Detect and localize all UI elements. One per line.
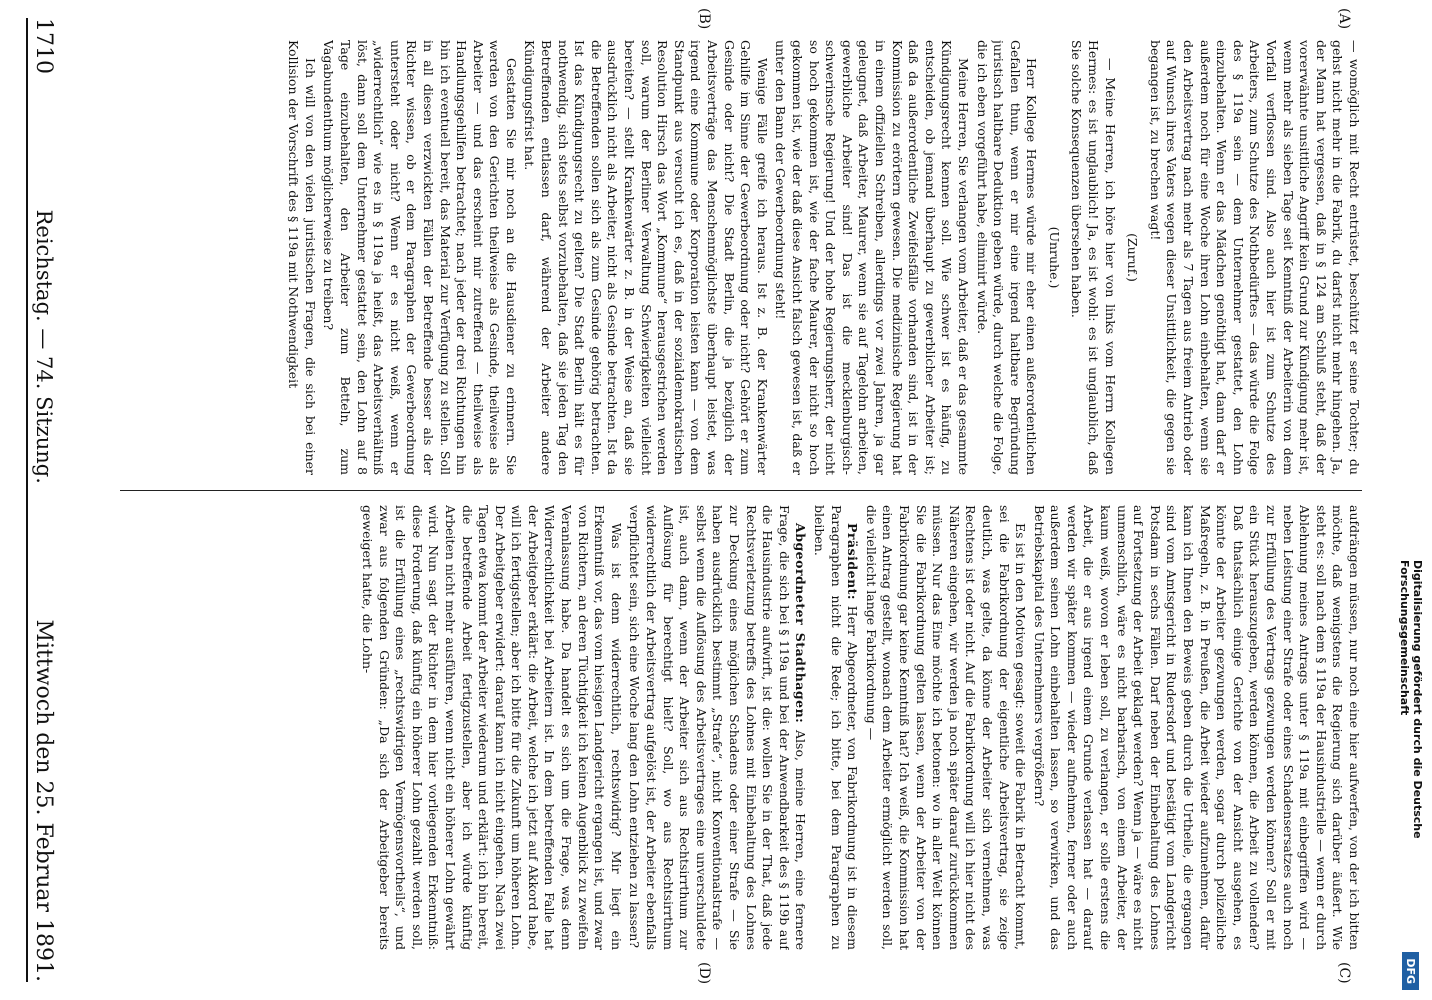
session-date: Mittwoch den 25. Februar 1891. xyxy=(31,619,57,982)
paragraph: — Meine Herren, ich höre hier von links vom Herrn Kollegen Hermes: es ist unglaublich! Ja, es ist wohl: es ist unglaublich, daß Sie solche Konsequenzen übersehen haben. xyxy=(1069,40,1118,475)
speech-stadthagen xyxy=(626,505,809,950)
margin-mark-c: (C) xyxy=(1336,962,1352,984)
speech-text: Also, meine Herren, eine fernere Frage, die sich bei § 119a und bei der Anwendbarkeit des § 119b auf die Hausindustrie aufwirft, ist die: wollen Sie in der That, daß jede Rechtsverletzung betreffs des Lohnes mit Einbehaltung des Lohnes zur Deckung eines möglichen Schadens oder einer Strafe — Sie haben ausdrücklich bestimmt „Strafe“, nicht Konventionalstrafe — selbst wenn die Auflösung des Arbeitsvertrages eine unverschuldete ist, auch dann, wenn der Arbeiter sich aus Rechtsirrthum zur Auflösung für berechtigt hielt? Soll, wo aus Rechtsirrthum widerrechtlich der Arbeitsvertrag aufgelöst ist, der Arbeiter ebenfalls verpflichtet sein, sich eine Woche lang den Lohn entziehen zu lassen? xyxy=(627,505,809,950)
margin-mark-b: (B) xyxy=(696,8,712,30)
left-column xyxy=(120,40,1362,475)
paragraph: Wenige Fälle greife ich heraus. Ist z. B. der Krankenwärter Gehilfe im Sinne der Gewerbeordnung oder nicht? Gehört er zum Gesinde oder nicht? Die Stadt Berlin, die ja bezüglich der Arbeitsverträge das Menschenmöglichste überhaupt leistet, was irgend eine Kommune oder Korporation leisten kann — von dem Standpunkt aus versucht ich es, daß in der sozialdemokratischen Resolution Hirsch das Wort „Kommune“ herausgestrichen werden soll, warum der Berliner Verwaltung Schwierigkeiten vielleicht bereiten? — stellt Krankenwärter z. B. in der Weise an, daß sie ausdrücklich nicht als Arbeiter, nicht als Gesinde betrachten. Ist da die Betreffenden sollen sich als zum Gesinde gehörig betrachten. Ist das Kündigungsrecht zu gelten? Die Stadt Berlin hält es für nothwendig, sich stets selbst vorzubehalten, daß sie jeden Tag den Betreffenden entlassen darf, während der Arbeiter andere Kündigungsfrist hat. xyxy=(522,40,770,475)
right-column xyxy=(120,505,1362,950)
paragraph: Gestatten Sie mir noch an die Hausdiener zu erinnern. Sie werden von den Gerichten theilweise als Gesinde, theilweise als Arbeiter — und das erscheint mir zutreffend — theilweise als Handlungsgehilfen betrachtet; nach jeder der drei Richtungen hin bin ich eventuell bereit, das Material zur Verfügung zu stellen. Soll in all diesen verzwickten Fällen der Betreffende besser als der Richter wissen, ob er dem Paragraphen der Gewerbeordnung untersteht oder nicht? Wenn er es nicht weiß, wenn er „widerrechtlich“ wie es in § 119a ja heißt, das Arbeitsverhältniß löst, dann soll dem Unternehmer gestattet sein, den Lohn auf 8 Tage einzubehalten, den Arbeiter zum Betteln, zum Vagabundenthum möglicherweise zu treiben? xyxy=(321,40,519,475)
column-divider xyxy=(120,490,1362,491)
header-rule xyxy=(26,18,28,982)
speaker-name: Präsident: xyxy=(845,523,861,601)
speech-text: Herr Abgeordneter, von Fabrikordnung ist in diesem Paragraphen nicht die Rede; ich bitte, bei dem Paragraphen zu bleiben. xyxy=(812,505,861,950)
margin-mark-d: (D) xyxy=(696,962,712,985)
interjection: (Unruhe.) xyxy=(1046,226,1062,289)
page-header xyxy=(24,18,64,982)
interjection: (Zuruf.) xyxy=(1125,233,1141,282)
paragraph: Es ist in den Motiven gesagt: soweit die Fabrik in Betracht kommt, sei die Fabrikordnung der eigentliche Arbeitsvertrag, sie zeige deutlich, was gelte, da könne der Arbeiter sich vernehmen, was Rechtens ist oder nicht. Auf die Fabrikordnung will ich hier nicht des Näheren eingehen, wir werden ja noch später darauf zurückkommen müssen. Nur das Eine möchte ich betonen: wo in aller Welt können Sie die Fabrikordnung gelten lassen, wenn der Arbeiter von der Fabrikordnung gar keine Kenntniß hat? Ich weiß, die Kommission hat einen Antrag gestellt, wonach dem Arbeiter ermöglicht werden soll, die vielleicht lange Fabrikordnung — xyxy=(863,505,1029,950)
page-number: 1710 xyxy=(31,18,57,74)
paragraph: Herr Kollege Hermes würde mir eher einen außerordentlichen Gefallen thun, wenn er mir eine irgend haltbare Begründung juristisch haltbare Deduktion geben würde, durch welche die Folge, die ich eben vorgeführt habe, eliminirt würde. xyxy=(974,40,1040,475)
paragraph: — womöglich mit Recht entrüstet, beschützt er seine Tochter; du gehst nicht mehr in die Fabrik, du darfst nicht mehr hingehen. Ja, der Mann hat vergessen, daß in § 124 am Schluß steht, daß der vorerwähnte unsittliche Angriff kein Grund zur Kündigung mehr ist, wenn mehr als sieben Tage seit Kenntniß der Arbeiterin von dem Vorfall verflossen sind. Also auch hier ist zum Schutze des Arbeiters, zum Schutze des Nothbedürftes — das würde die Folge des § 119a sein — dem Unternehmer gestattet, den Lohn einzubehalten. Wenn er das Mädchen genöthigt hat, dann darf er außerdem noch für eine Woche ihren Lohn einbehalten, wenn sie den Arbeitsvertrag nach mehr als 7 Tagen aus freiem Antrieb oder auf Wunsch ihres Vaters wegen dieser Unsittlichkeit, die gegen sie begangen ist, zu brechen wagt! xyxy=(1147,40,1362,475)
paragraph: aufdrängen müssen, nur noch eine hier aufwerfen, von der ich bitten möchte, daß wenigstens die Regierung sich darüber äußert. Wie steht es: soll nach dem § 119a der Hausindustrielle — wenn er durch Ablehnung meines Antrags unter § 119a mit einbegriffen wird — neben Leistung einer Strafe oder eines Schadensersatzes auch noch zur Erfüllung des Vertrags gezwungen werden können? Soll er mit ein Stück herauszugeben, werden können, die Arbeit zu vollenden? Daß thatsächlich einige Gerichte von der Ansicht ausgehen, es könnte der Arbeiter gezwungen werden, sogar durch polizeiliche Maßregeln, z. B. in Preußen, die Arbeit wieder aufzunehmen, dafür kann ich Ihnen den Beweis geben durch die Urtheile, die ergangen sind vom Amtsgericht in Rudersdorf und bestätigt vom Landgericht Potsdam in sechs Fällen. Darf neben der Einbehaltung des Lohnes auf Fortsetzung der Arbeit geklagt werden? Wenn ja — wäre es nicht unmenschlich, wäre es nicht barbarisch, von einem Arbeiter, der kaum weiß, wovon er leben soll, zu verlangen, er solle erstens die Arbeit, die er aus irgend einem Grunde verlassen hat — darauf werden wir später kommen — wieder aufnehmen, ferner oder auch außerdem seinen Lohn einbehalten lassen, so verwirken, und das Betriebskapital des Unternehmers vergrößern? xyxy=(1031,505,1362,950)
margin-mark-a: (A) xyxy=(1336,8,1352,30)
paragraph: Was ist denn widerrechtlich, rechtswidrig? Mir liegt ein Erkenntniß vor, das vom hiesigen Landgericht ergangen ist, und zwar von Richtern, an deren Tüchtigkeit ich keinen Augenblick zu zweifeln Veranlassung habe. Da handelt es sich um die Frage, was denn Widerrechtlichkeit bei Arbeitern ist. In dem betreffenden Falle hat der Arbeitgeber erklärt: die Arbeit, welche ich jetzt auf Akkord habe, will ich fertigstellen; aber ich bitte für die Zukunft um höheren Lohn. Der Arbeitgeber erwidert: darauf kann ich nicht eingehen. Nach zwei Tagen etwa kommt der Arbeiter wiederum und erklärt: ich bin bereit, die betreffende Arbeit fertigzustellen, aber ich würde künftig Arbeiten nicht mehr ausführen, wenn nicht ein höherer Lohn gewährt wird. Nun sagt der Richter in dem hier vorliegenden Erkenntniß: diese Forderung, daß künftig ein höherer Lohn gezahlt werden soll, ist die Erfüllung eines „rechtswidrigen Vermögensvortheils“, und zwar aus folgenden Gründen: „Da sich der Arbeitgeber bereits geweigert hatte, die Lohn- xyxy=(359,505,624,950)
speech-president xyxy=(810,505,860,950)
session-title: Reichstag. — 74. Sitzung. xyxy=(32,209,56,484)
speaker-name: Abgeordneter Stadthagen: xyxy=(793,523,809,724)
dfg-logo: DFG xyxy=(1403,952,1420,990)
dfg-credit xyxy=(1400,560,1422,990)
dfg-text: Digitalisierung gefördert durch die Deutsche Forschungsgemeinschaft xyxy=(1398,560,1424,839)
paragraph: Meine Herren, Sie verlangen vom Arbeiter, daß er das gesammte Kündigungsrecht kennen soll. Wie schwer ist es häufig, zu entscheiden, ob jemand überhaupt zu gewerblicher Arbeiter ist; daß da außerordentliche Zweifelsfälle vorhanden sind, ist in der Kommission zu erörtern gewesen. Die medizinische Regierung hat in einem offiziellen Schreiben, allerdings vor zwei Jahren, ja gar geleugnet, daß Arbeiter, Maurer, wenn sie auf Tagelohn arbeiten, gewerbliche Arbeiter sind! Das ist die mecklenburgisch-schwerinsche Regierung! Und der hohe Regierungsherr, der nicht so hoch gekommen ist, wie der fache Maurer, der nicht so hoch gekommen ist, wie der daß diese Ansicht falsch gewesen ist, daß er unter den Bann der Gewerbeordnung steht! xyxy=(773,40,971,475)
paragraph: Ich will von den vielen juristischen Fragen, die sich bei einer Kollision der Vorschrift des § 119a mit Nothwendigkeit xyxy=(286,40,318,475)
